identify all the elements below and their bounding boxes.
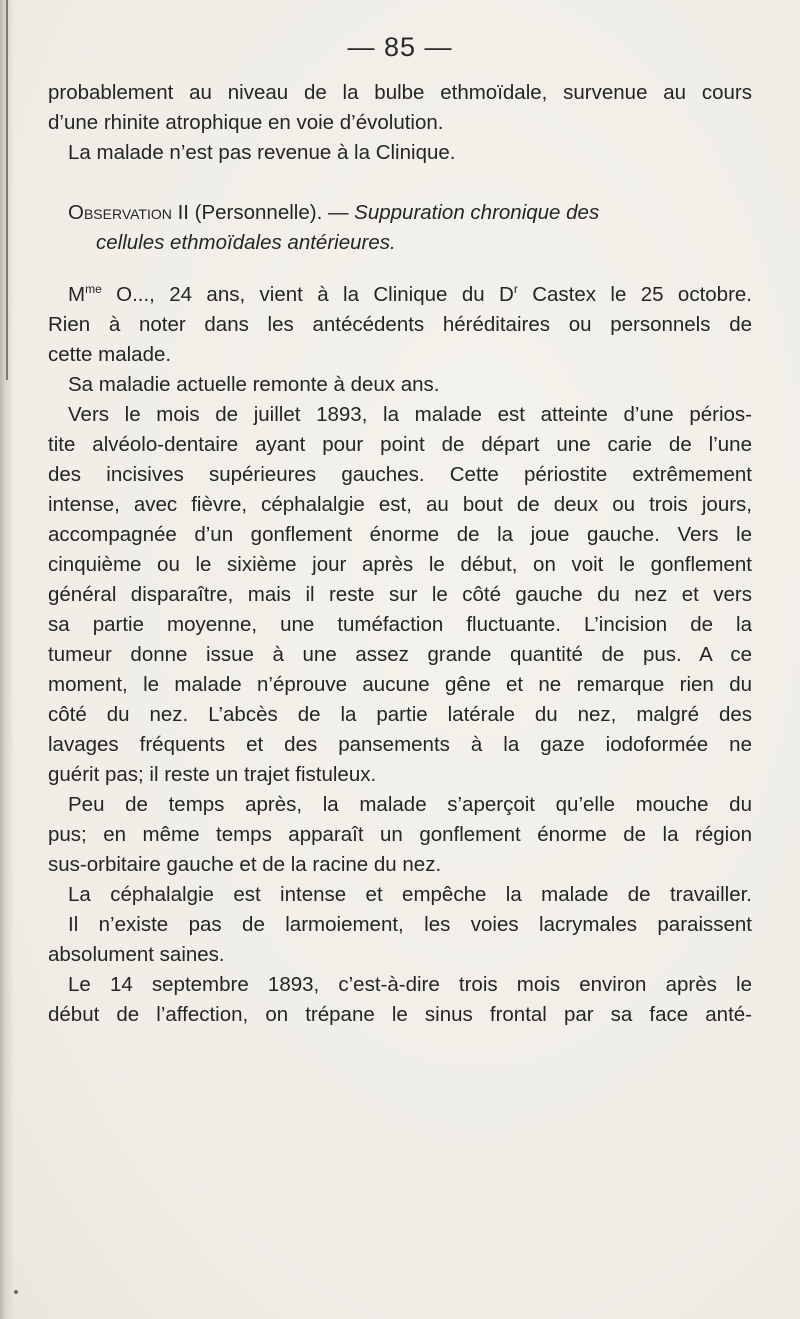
- text-line: tumeur donne issue à une assez grande quantité de pus. A ce: [48, 643, 752, 666]
- observation-heading: [48, 198, 752, 258]
- patient-title: M: [68, 283, 86, 306]
- observation-title-part2: cellules ethmoïdales antérieures.: [96, 231, 396, 254]
- text-line: cinquième ou le sixième jour après le début, on voit le gonflement: [48, 553, 752, 576]
- text-line: La malade n’est pas revenue à la Clinique.: [68, 141, 456, 164]
- text-line: sa partie moyenne, une tuméfaction fluctuante. L’incision de la: [48, 613, 752, 636]
- text-line: cette malade.: [48, 343, 172, 366]
- observation-label: Observation: [68, 201, 172, 224]
- text-line: probablement au niveau de la bulbe ethmoïdale, survenue au cours: [48, 81, 752, 104]
- intro-paragraph: [48, 78, 752, 168]
- ink-speck: [14, 1290, 18, 1294]
- text-line: des incisives supérieures gauches. Cette périostite extrêmement: [48, 463, 752, 486]
- page-number: — 85 —: [347, 32, 453, 62]
- text-line: absolument saines.: [48, 943, 225, 966]
- page-body: [48, 78, 752, 1030]
- patient-line-middle: O..., 24 ans, vient à la Clinique du D: [101, 283, 514, 306]
- main-paragraphs: [48, 280, 752, 1030]
- patient-line: [48, 280, 752, 310]
- text-line: général disparaître, mais il reste sur le côté gauche du nez et vers: [48, 583, 752, 606]
- doctor-title-sup: r: [513, 282, 518, 297]
- observation-title-part1: Suppuration chronique des: [354, 201, 600, 224]
- text-line: lavages fréquents et des pansements à la gaze iodoformée ne: [48, 733, 752, 756]
- text-line: La céphalalgie est intense et empêche la malade de travailler.: [68, 883, 752, 906]
- text-line: guérit pas; il reste un trajet fistuleux.: [48, 763, 377, 786]
- text-line: intense, avec fièvre, céphalalgie est, au bout de deux ou trois jours,: [48, 493, 752, 516]
- text-line: Sa maladie actuelle remonte à deux ans.: [68, 373, 440, 396]
- text-line: tite alvéolo-dentaire ayant pour point de départ une carie de l’une: [48, 433, 752, 456]
- text-line: Le 14 septembre 1893, c’est-à-dire trois mois environ après le: [68, 973, 752, 996]
- observation-number: II (Personnelle). —: [177, 201, 349, 224]
- patient-line-end: Castex le 25 octobre.: [517, 283, 752, 306]
- text-line: accompagnée d’un gonflement énorme de la joue gauche. Vers le: [48, 523, 752, 546]
- text-line: Il n’existe pas de larmoiement, les voies lacrymales paraissent: [68, 913, 752, 936]
- patient-title-sup: me: [85, 282, 102, 297]
- text-line: d’une rhinite atrophique en voie d’évolution.: [48, 111, 444, 134]
- text-line: Rien à noter dans les antécédents héréditaires ou personnels de: [48, 313, 752, 336]
- text-line: moment, le malade n’éprouve aucune gêne et ne remarque rien du: [48, 673, 752, 696]
- text-line: Vers le mois de juillet 1893, la malade est atteinte d’une périos-: [68, 403, 752, 426]
- text-line: sus-orbitaire gauche et de la racine du nez.: [48, 853, 442, 876]
- text-line: début de l’affection, on trépane le sinus frontal par sa face anté-: [48, 1003, 752, 1026]
- text-line: Peu de temps après, la malade s’aperçoit qu’elle mouche du: [68, 793, 752, 816]
- text-line: côté du nez. L’abcès de la partie latérale du nez, malgré des: [48, 703, 752, 726]
- text-line: pus; en même temps apparaît un gonflement énorme de la région: [48, 823, 752, 846]
- observation-heading-line: [48, 198, 752, 228]
